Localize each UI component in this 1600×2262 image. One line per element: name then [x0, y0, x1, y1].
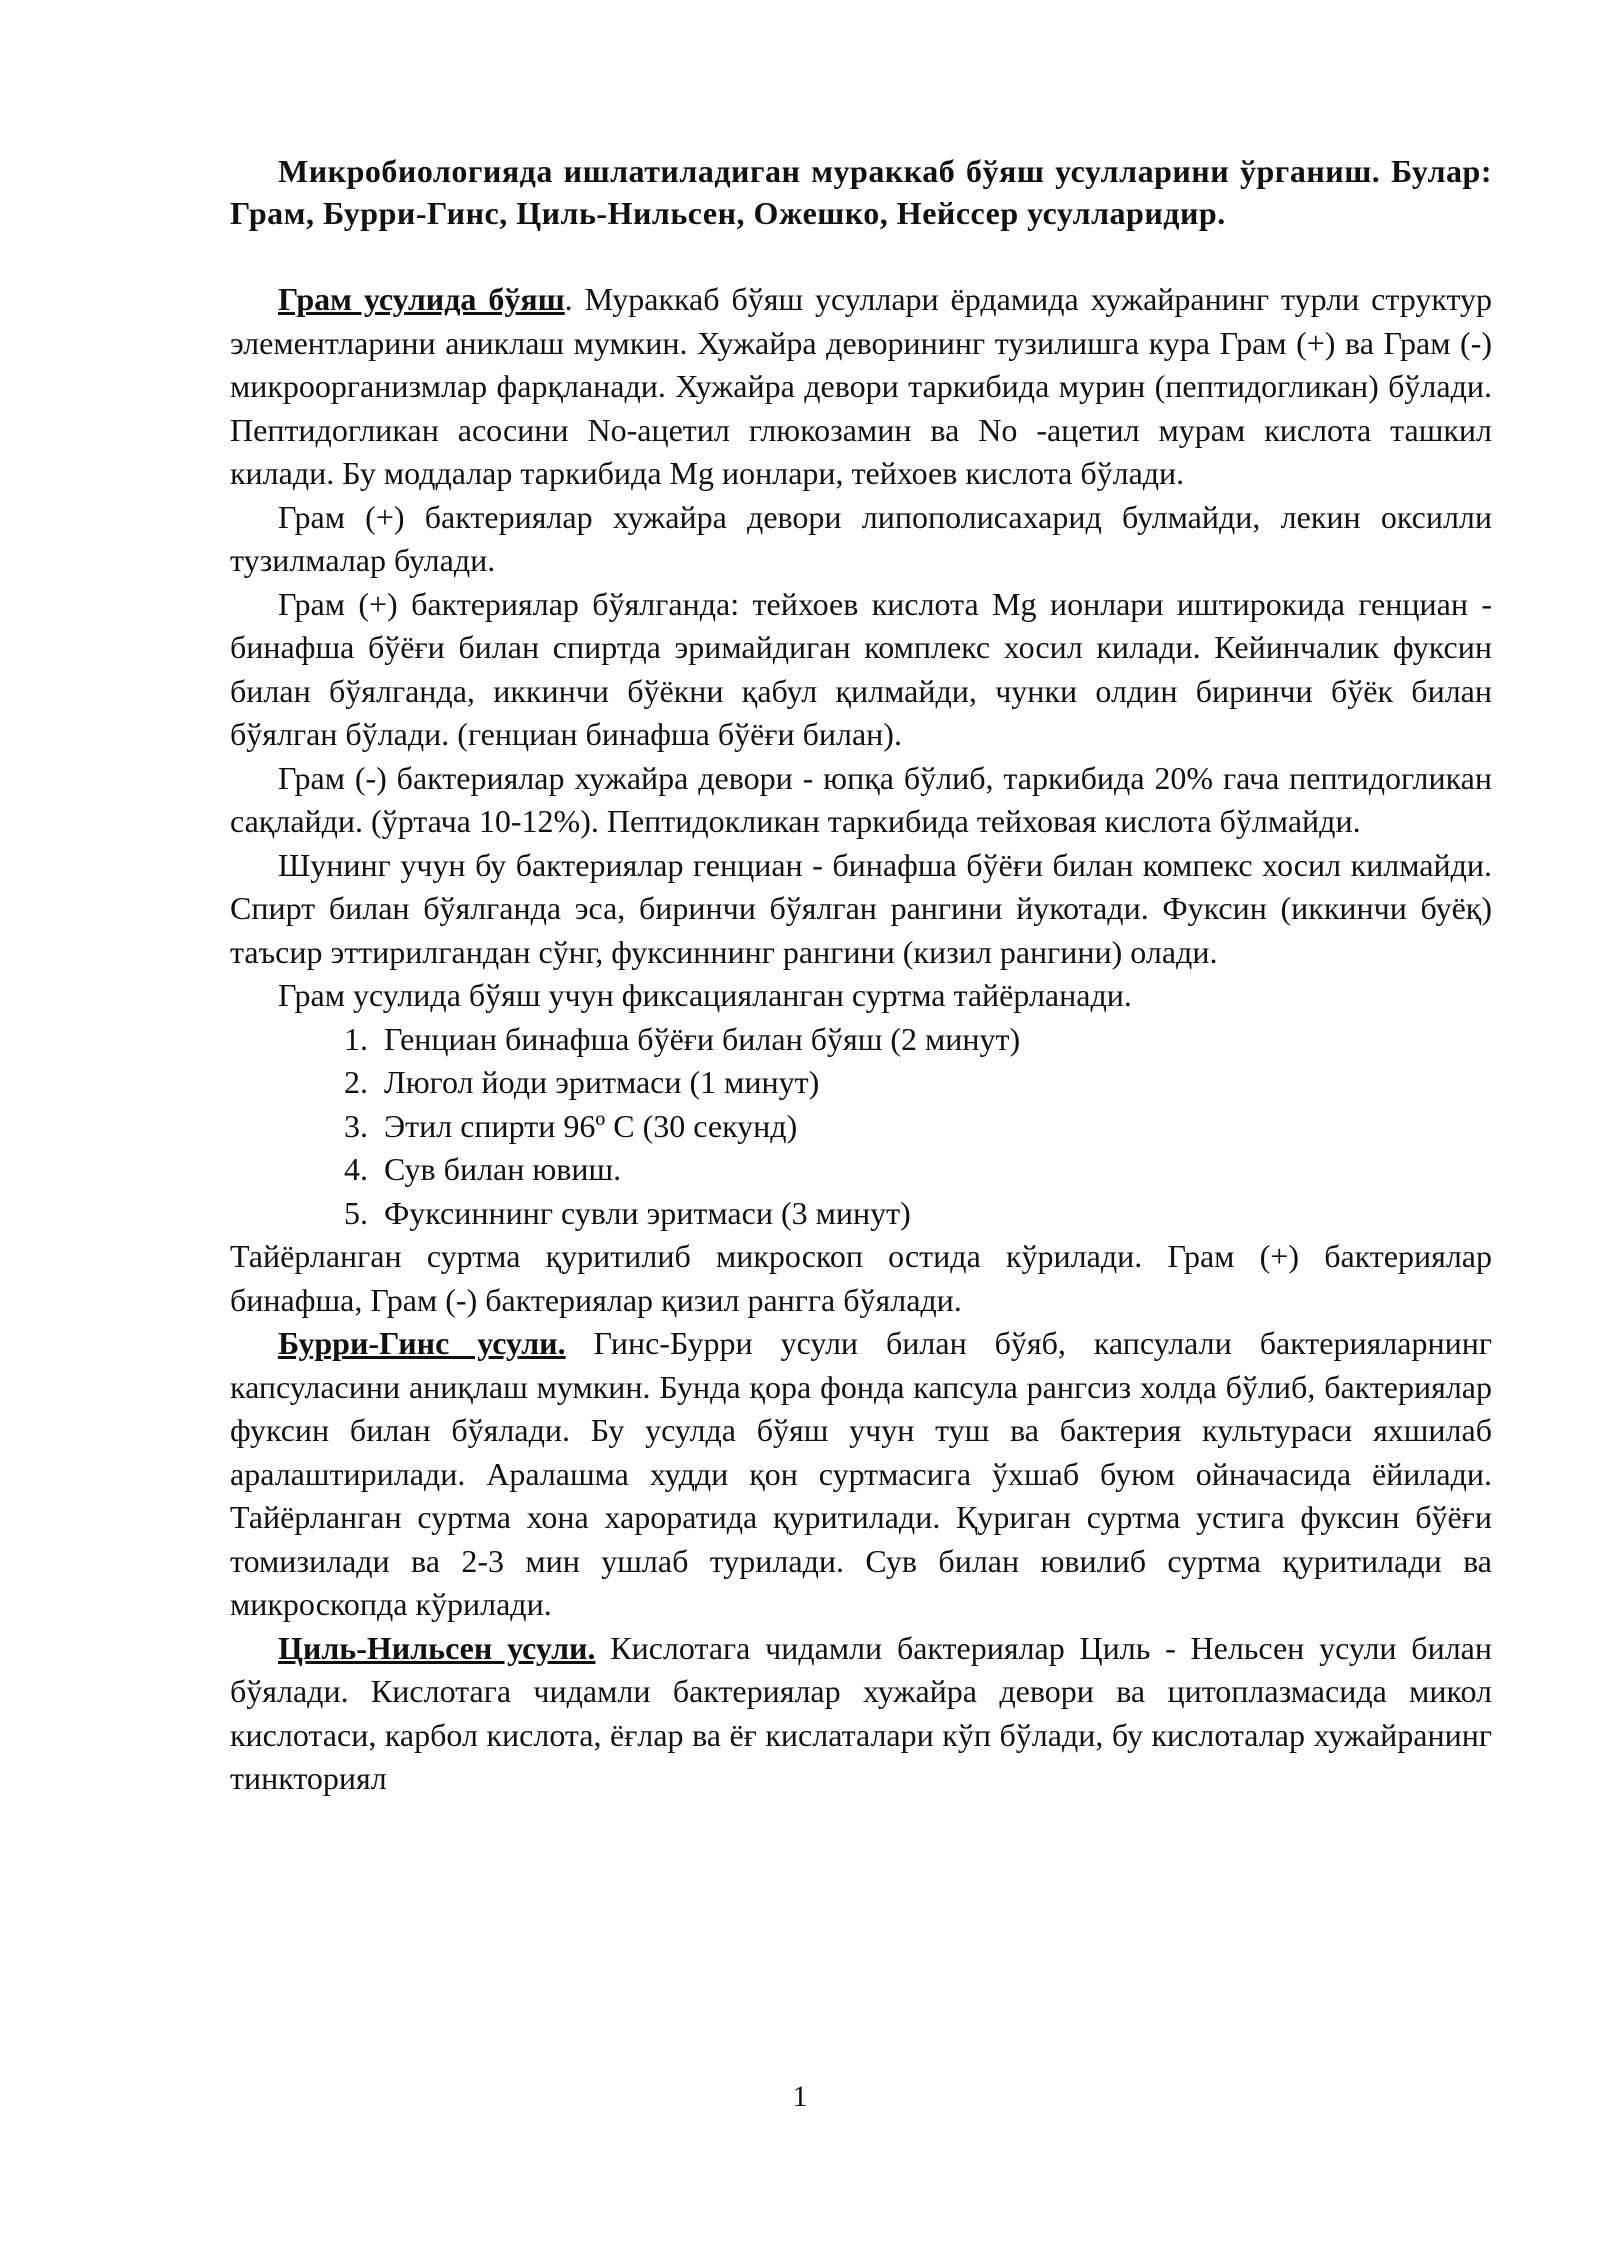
- document-page: [230, 150, 1492, 1801]
- gram-intro-text: . Мураккаб бўяш усуллари ёрдамида хужайранинг турли структур элементларини аниклаш мумкин. Хужайра деворининг тузилишга кура Грам (+) ва Грам (-) микроорганизмлар фарқланади. Хужайра девори таркибида мурин (пептидогликан) бўлади. Пептидогликан асосини No-ацетил глюкозамин ва No -ацетил мурам кислота ташкил килади. Бу моддалар таркибида Mg ионлари, тейхоев кислота бўлади.: [230, 281, 1493, 491]
- gram-paragraph-4: Грам (-) бактериялар хужайра девори - юпқа бўлиб, таркибида 20% гача пептидогликан сақлайди. (ўртача 10-12%). Пептидокликан таркибида тейховая кислота бўлмайди.: [230, 759, 1492, 839]
- ziehl-text: Кислотага чидамли бактериялар Циль - Нельсен усули билан бўялади. Кислотага чидамли бактериялар хужайра девори ва цитоплазмасида микол кислотаси, карбол кислота, ёғлар ва ёғ кислаталари кўп бўлади, бу кислоталар хужайранинг тинкториял: [230, 1629, 1493, 1796]
- list-item: 2. Люгол йоди эритмаси (1 минут): [376, 1061, 1492, 1105]
- document-title: Микробиологияда ишлатиладиган мураккаб бўяш усулларини ўрганиш. Булар: Грам, Бурри-Гинс, Циль-Нильсен, Ожешко, Нейссер усулларидир.: [230, 153, 1492, 231]
- list-item: 4. Сув билан ювиш.: [376, 1148, 1492, 1192]
- gram-paragraph-7: Тайёрланган суртма қуритилиб микроскоп остида кўрилади. Грам (+) бактериялар бинафша, Грам (-) бактериялар қизил рангга бўялади.: [230, 1238, 1492, 1318]
- gram-paragraph-2: Грам (+) бактериялар хужайра девори липополисахарид булмайди, лекин оксилли тузилмалар булади.: [230, 498, 1492, 578]
- list-item: 1. Генциан бинафша бўёғи билан бўяш (2 минут): [376, 1018, 1492, 1062]
- gram-steps-list: [230, 1018, 1492, 1236]
- burri-paragraph: [230, 1322, 1492, 1627]
- list-item: 3. Этил спирти 96º С (30 секунд): [376, 1105, 1492, 1149]
- gram-intro-paragraph: [230, 278, 1492, 496]
- gram-paragraph-5: Шунинг учун бу бактериялар генциан - бинафша бўёғи билан компекс хосил килмайди. Спирт билан бўялганда эса, биринчи бўялган рангини йукотади. Фуксин (иккинчи буёқ) таъсир эттирилгандан сўнг, фуксиннинг рангини (кизил рангини) олади.: [230, 846, 1492, 970]
- gram-paragraph-6: Грам усулида бўяш учун фиксацияланган суртма тайёрланади.: [278, 977, 1132, 1013]
- gram-heading: Грам усулида бўяш: [278, 281, 565, 317]
- ziehl-heading: Циль-Нильсен усули.: [278, 1629, 596, 1666]
- list-item: 5. Фуксиннинг сувли эритмаси (3 минут): [376, 1192, 1492, 1236]
- burri-text: Гинс-Бурри усули билан бўяб, капсулали бактерияларнинг капсуласини аниқлаш мумкин. Бунда қора фонда капсула рангсиз холда бўлиб, бактериялар фуксин билан бўялади. Бу усулда бўяш учун туш ва бактерия культураси яхшилаб аралаштирилади. Аралашма худди қон суртмасига ўхшаб буюм ойначасида ёйилади. Тайёрланган суртма хона хароратида қуритилади. Қуриган суртма устига фуксин бўёғи томизилади ва 2-3 мин ушлаб турилади. Сув билан ювилиб суртма қуритилади ва микроскопда кўрилади.: [230, 1325, 1493, 1622]
- ziehl-paragraph: [230, 1627, 1492, 1801]
- gram-paragraph-3: Грам (+) бактериялар бўялганда: тейхоев кислота Mg ионлари иштирокида генциан - бинафша бўёғи билан спиртда эримайдиган комплекс хосил килади. Кейинчалик фуксин билан бўялганда, иккинчи бўёкни қабул қилмайди, чунки олдин биринчи бўёк билан бўялган бўлади. (генциан бинафша бўёғи билан).: [230, 585, 1492, 752]
- page-number: 1: [792, 2080, 808, 2113]
- burri-heading: Бурри-Гинс усули.: [278, 1325, 566, 1361]
- spacer: [230, 234, 1492, 278]
